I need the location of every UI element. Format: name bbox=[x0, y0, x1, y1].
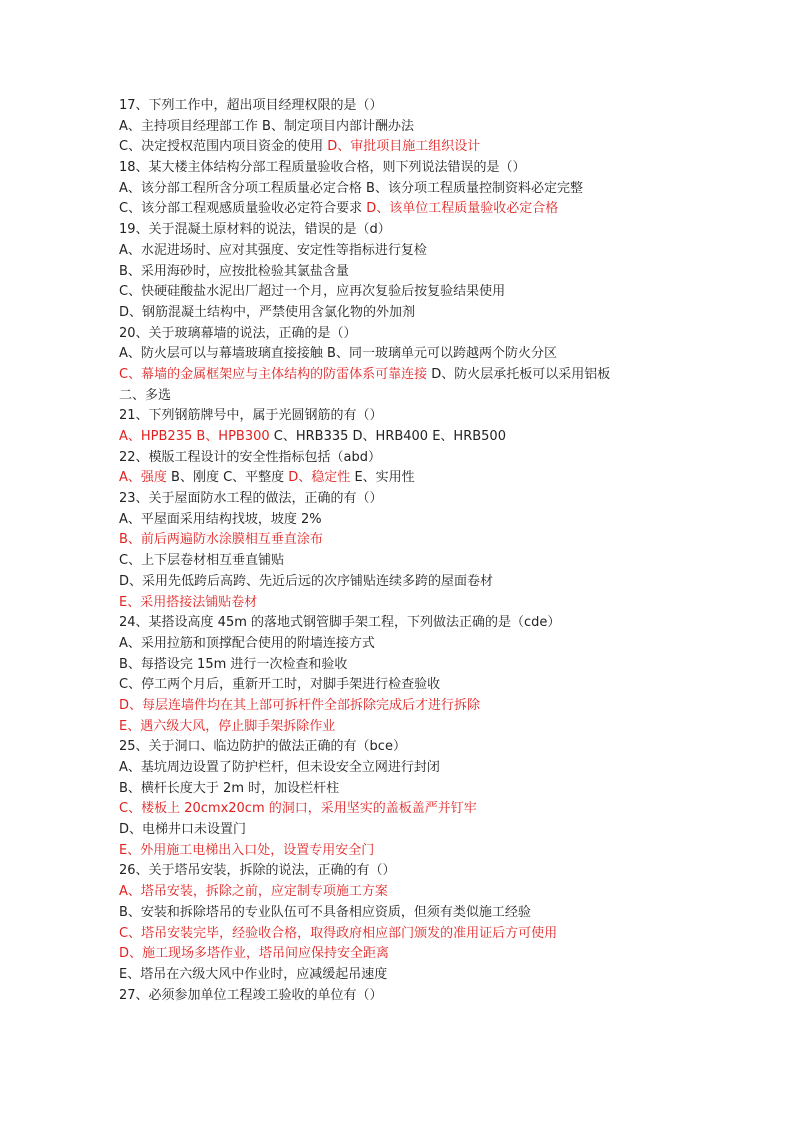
question-text: E、实用性 bbox=[354, 470, 415, 486]
answer-text: D、该单位工程质量验收必定合格 bbox=[366, 201, 559, 217]
text-line bbox=[119, 262, 679, 283]
answer-text: E、外用施工电梯出入口处，设置专用安全门 bbox=[119, 842, 375, 858]
text-line bbox=[119, 758, 679, 779]
question-text: 22、模版工程设计的安全性指标包括（abd） bbox=[119, 449, 382, 465]
text-line bbox=[119, 220, 679, 241]
text-line bbox=[119, 965, 679, 986]
answer-text: D、施工现场多塔作业，塔吊间应保持安全距离 bbox=[119, 946, 390, 962]
question-text: B、每搭设完 15m 进行一次检查和验收 bbox=[119, 656, 348, 672]
text-line bbox=[119, 551, 679, 572]
question-text: 25、关于洞口、临边防护的做法正确的有（bce） bbox=[119, 739, 406, 755]
text-line bbox=[119, 241, 679, 262]
question-text: 17、下列工作中，超出项目经理权限的是（） bbox=[119, 98, 383, 113]
text-line bbox=[119, 406, 679, 427]
question-text: B、采用海砂时，应按批检验其氯盐含量 bbox=[119, 263, 349, 279]
question-text: A、防火层可以与幕墙玻璃直接接触 B、同一玻璃单元可以跨越两个防火分区 bbox=[119, 346, 557, 362]
text-line bbox=[119, 303, 679, 324]
question-text: A、平屋面采用结构找坡，坡度 2% bbox=[119, 511, 322, 527]
answer-text: E、遇六级大风，停止脚手架拆除作业 bbox=[119, 718, 336, 734]
text-line bbox=[119, 489, 679, 510]
question-text: C、上下层卷材相互垂直铺贴 bbox=[119, 553, 285, 569]
text-line bbox=[119, 986, 679, 1007]
text-line bbox=[119, 717, 679, 738]
text-line bbox=[119, 324, 679, 345]
question-text: E、塔吊在六级大风中作业时，应减缓起吊速度 bbox=[119, 966, 388, 982]
text-line bbox=[119, 924, 679, 945]
text-line bbox=[119, 179, 679, 200]
question-text: D、钢筋混凝土结构中，严禁使用含氯化物的外加剂 bbox=[119, 304, 416, 320]
question-text: B、刚度 C、平整度 bbox=[171, 470, 289, 486]
text-line bbox=[119, 799, 679, 820]
answer-text: A、HPB235 B、HPB300 bbox=[119, 429, 274, 444]
question-text: 26、关于塔吊安装，拆除的说法，正确的有（） bbox=[119, 863, 396, 879]
question-text: A、基坑周边设置了防护栏杆，但未设安全立网进行封闭 bbox=[119, 760, 440, 775]
text-line bbox=[119, 634, 679, 655]
answer-text: A、塔吊安装，拆除之前，应定制专项施工方案 bbox=[119, 884, 388, 900]
text-line bbox=[119, 593, 679, 614]
question-text: 23、关于屋面防水工程的做法，正确的有（） bbox=[119, 491, 383, 507]
question-text: C、快硬硅酸盐水泥出厂超过一个月，应再次复验后按复验结果使用 bbox=[119, 284, 506, 300]
question-text: A、该分部工程所含分项工程质量必定合格 B、该分项工程质量控制资料必定完整 bbox=[119, 180, 583, 196]
question-text: C、停工两个月后，重新开工时，对脚手架进行检查验收 bbox=[119, 677, 441, 693]
text-line bbox=[119, 572, 679, 593]
text-line bbox=[119, 737, 679, 758]
question-text: A、主持项目经理部工作 B、制定项目内部计酬办法 bbox=[119, 118, 414, 134]
question-text: D、采用先低跨后高跨、先近后远的次序铺贴连续多跨的屋面卷材 bbox=[119, 573, 494, 589]
text-line bbox=[119, 96, 679, 117]
answer-text: C、幕墙的金属框架应与主体结构的防雷体系可靠连接 bbox=[119, 366, 432, 382]
text-line bbox=[119, 427, 679, 448]
text-line bbox=[119, 468, 679, 489]
question-text: 21、下列钢筋牌号中，属于光圆钢筋的有（） bbox=[119, 408, 383, 424]
text-line bbox=[119, 841, 679, 862]
answer-text: C、楼板上 20cmx20cm 的洞口，采用坚实的盖板盖严并钉牢 bbox=[119, 801, 477, 817]
text-line bbox=[119, 365, 679, 386]
text-line bbox=[119, 282, 679, 303]
question-text: B、横杆长度大于 2m 时，加设栏杆柱 bbox=[119, 780, 340, 796]
text-line bbox=[119, 510, 679, 531]
text-line bbox=[119, 820, 679, 841]
answer-text: B、前后两遍防水涂膜相互垂直涂布 bbox=[119, 532, 323, 548]
question-text: 19、关于混凝土原材料的说法，错误的是（d） bbox=[119, 222, 391, 238]
text-line bbox=[119, 386, 679, 407]
question-text: C、HRB335 D、HRB400 E、HRB500 bbox=[273, 429, 506, 444]
text-line bbox=[119, 675, 679, 696]
question-text: C、该分部工程观感质量验收必定符合要求 bbox=[119, 201, 367, 217]
answer-text: A、强度 bbox=[119, 470, 172, 486]
question-text: 24、某搭设高度 45m 的落地式钢管脚手架工程，下列做法正确的是（cde） bbox=[119, 615, 561, 631]
text-line bbox=[119, 655, 679, 676]
text-line bbox=[119, 944, 679, 965]
text-line bbox=[119, 861, 679, 882]
text-line bbox=[119, 344, 679, 365]
question-text: 27、必须参加单位工程竣工验收的单位有（） bbox=[119, 987, 383, 1003]
question-text: A、采用拉筋和顶撑配合使用的附墙连接方式 bbox=[119, 635, 375, 651]
text-line bbox=[119, 117, 679, 138]
text-line bbox=[119, 530, 679, 551]
text-line bbox=[119, 158, 679, 179]
answer-text: D、审批项目施工组织设计 bbox=[327, 139, 481, 155]
question-text: B、安装和拆除塔吊的专业队伍可不具备相应资质，但须有类似施工经验 bbox=[119, 904, 531, 920]
answer-text: D、稳定性 bbox=[288, 470, 355, 486]
question-text: 二、多选 bbox=[119, 387, 172, 403]
question-text: C、决定授权范围内项目资金的使用 bbox=[119, 139, 328, 155]
text-line bbox=[119, 696, 679, 717]
question-text: 20、关于玻璃幕墙的说法，正确的是（） bbox=[119, 325, 357, 341]
question-text: D、电梯井口未设置门 bbox=[119, 822, 247, 838]
answer-text: C、塔吊安装完毕，经验收合格，取得政府相应部门颁发的准用证后方可使用 bbox=[119, 925, 558, 941]
answer-text: D、每层连墙件均在其上部可拆杆件全部拆除完成后才进行拆除 bbox=[119, 697, 481, 713]
question-text: A、水泥进场时、应对其强度、安定性等指标进行复检 bbox=[119, 242, 427, 258]
question-list bbox=[119, 96, 679, 1006]
text-line bbox=[119, 882, 679, 903]
question-text: 18、某大楼主体结构分部工程质量验收合格，则下列说法错误的是（） bbox=[119, 160, 526, 176]
text-line bbox=[119, 448, 679, 469]
text-line bbox=[119, 199, 679, 220]
answer-text: E、采用搭接法铺贴卷材 bbox=[119, 594, 258, 610]
text-line bbox=[119, 613, 679, 634]
text-line bbox=[119, 903, 679, 924]
question-text: D、防火层承托板可以采用铝板 bbox=[431, 366, 611, 382]
text-line bbox=[119, 779, 679, 800]
text-line bbox=[119, 137, 679, 158]
